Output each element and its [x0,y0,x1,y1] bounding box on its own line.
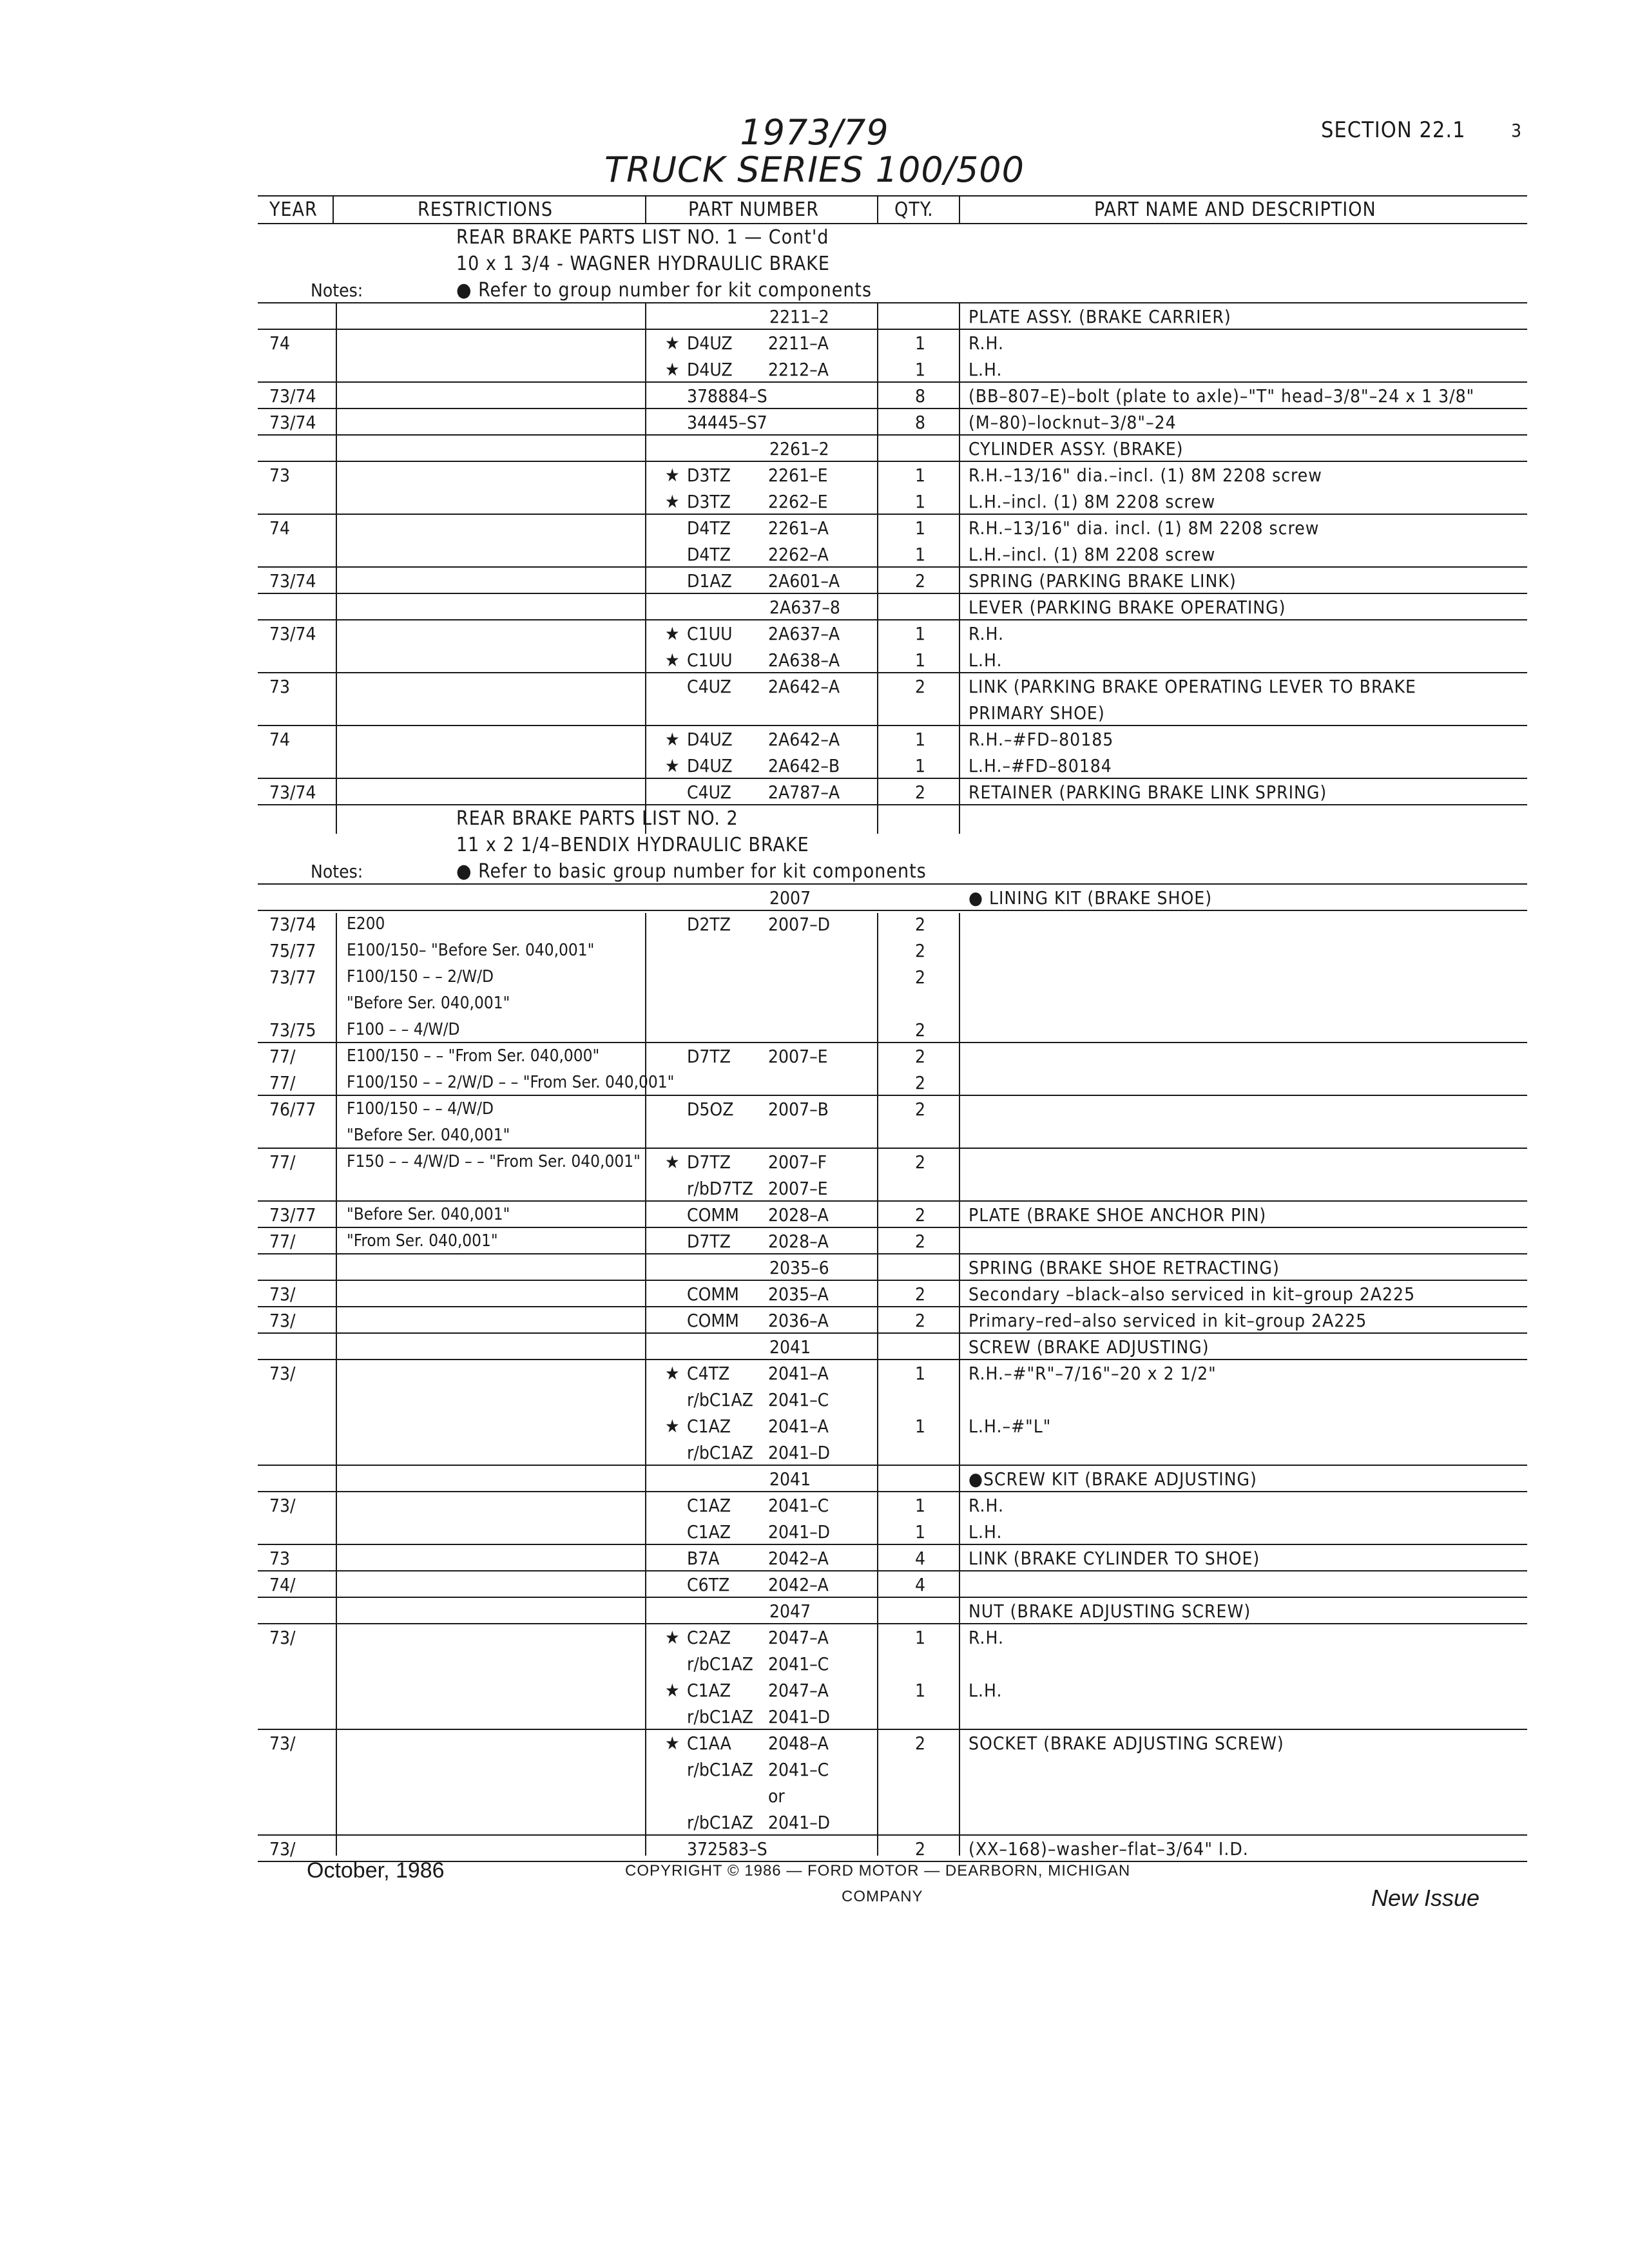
section-note: 11 x 2 1/4–BENDIX HYDRAULIC BRAKE [456,834,809,856]
cell-qty: 2 [915,1204,926,1225]
cell-part-number: 2028–A [768,1204,829,1225]
cell-part-number: 2A638–A [768,649,840,671]
cell-qty: 2 [915,1019,926,1041]
cell-part-number: 2036–A [768,1310,829,1331]
cell-restrictions: F100/150 – – 4/W/D [347,1099,494,1119]
cell-part-number: 2047–A [768,1680,829,1701]
cell-part-number: 2041–A [768,1363,829,1384]
cell-part-prefix: B7A [687,1548,720,1569]
cell-year: 74 [269,517,291,539]
cell-description: PLATE (BRAKE SHOE ANCHOR PIN) [969,1204,1267,1225]
cell-year: 73/ [269,1733,296,1754]
table-row [0,620,1629,647]
cell-year: 73/74 [269,623,316,644]
cell-part-prefix: C2AZ [687,1627,731,1648]
cell-part-prefix: r/bC1AZ [687,1389,753,1410]
cell-description: ● LINING KIT (BRAKE SHOE) [969,887,1213,908]
cell-restrictions: F100 – – 4/W/D [347,1020,460,1039]
cell-part-prefix: C1AA [687,1733,731,1754]
cell-year: 74 [269,332,291,354]
cell-qty: 2 [915,940,926,961]
cell-part-number: 2048–A [768,1733,829,1754]
cell-part-number: 2042–A [768,1548,829,1569]
cell-part-prefix: C1AZ [687,1495,731,1516]
notes-label: Notes: [311,861,363,882]
cell-qty: 2 [915,782,926,803]
cell-part-number: 2041–D [768,1706,831,1727]
cell-restrictions: F150 – – 4/W/D – – "From Ser. 040,001" [347,1152,641,1171]
cell-description: L.H. [969,1680,1003,1701]
cell-description: Secondary –black–also serviced in kit–group 2A225 [969,1283,1416,1305]
table-row [0,594,1629,620]
cell-year: 73/ [269,1495,296,1516]
table-row [0,1017,1629,1043]
cell-part-prefix: D4UZ [687,729,733,750]
cell-part-prefix: r/bD7TZ [687,1178,753,1199]
cell-description: PLATE ASSY. (BRAKE CARRIER) [969,306,1231,327]
table-row [0,1677,1629,1704]
cell-description: SPRING (PARKING BRAKE LINK) [969,570,1237,591]
cell-basic-part: 2041 [769,1336,811,1358]
table-row [0,726,1629,753]
cell-description: CYLINDER ASSY. (BRAKE) [969,438,1184,459]
cell-qty: 1 [915,729,926,750]
table-row [0,937,1629,964]
table-row [0,700,1629,726]
cell-description: LEVER (PARKING BRAKE OPERATING) [969,597,1286,618]
star-icon: ★ [665,755,680,776]
cell-part-number: 2041–A [768,1416,829,1437]
star-icon: ★ [665,1680,680,1701]
cell-year: 73/ [269,1363,296,1384]
cell-description: R.H.–13/16" dia.–incl. (1) 8M 2208 screw [969,465,1322,486]
cell-part-number: 2A637–A [768,623,840,644]
cell-restrictions: F100/150 – – 2/W/D [347,967,494,986]
cell-part-prefix: COMM [687,1310,739,1331]
cell-description: L.H. [969,359,1003,380]
cell-part-prefix: D2TZ [687,914,731,935]
cell-part-prefix: D4UZ [687,332,733,354]
cell-part-prefix: D4TZ [687,517,731,539]
table-row [0,462,1629,488]
cell-qty: 1 [915,1416,926,1437]
table-row [0,1334,1629,1360]
cell-part-prefix: D7TZ [687,1151,731,1173]
cell-qty: 1 [915,755,926,776]
table-row [0,1651,1629,1677]
cell-description: R.H. [969,1495,1004,1516]
cell-part-number: 2041–C [768,1495,829,1516]
table-row [0,277,1629,303]
cell-restrictions: F100/150 – – 2/W/D – – "From Ser. 040,001" [347,1073,675,1092]
star-icon: ★ [665,465,680,486]
cell-part-number: 2041–C [768,1759,829,1780]
table-row [0,1783,1629,1809]
table-row [0,1836,1629,1862]
table-row [0,753,1629,779]
cell-part-prefix: C4UZ [687,782,731,803]
cell-year: 77/ [269,1046,296,1067]
table-row [0,436,1629,462]
table-row [0,1704,1629,1730]
table-row [0,647,1629,673]
cell-part-number: 2262–A [768,544,829,565]
table-row [0,568,1629,594]
cell-qty: 1 [915,359,926,380]
cell-year: 75/77 [269,940,316,961]
cell-part-number: 2041–C [768,1653,829,1675]
cell-part-number: 2041–D [768,1442,831,1463]
cell-qty: 1 [915,1495,926,1516]
cell-description: R.H. [969,1627,1004,1648]
cell-description: SCREW (BRAKE ADJUSTING) [969,1336,1210,1358]
cell-basic-part: 2211–2 [769,306,829,327]
cell-part-prefix: D3TZ [687,491,731,512]
table-row [0,1070,1629,1096]
cell-basic-part: 2007 [769,887,811,908]
cell-part-number: 2007–E [768,1046,828,1067]
cell-part-number: 2261–A [768,517,829,539]
cell-part-prefix: C1AZ [687,1416,731,1437]
table-row [0,1254,1629,1281]
cell-part-number: 2A601–A [768,570,840,591]
cell-part-number: 2007–B [768,1099,829,1120]
table-row [0,885,1629,911]
cell-year: 73 [269,465,291,486]
cell-restrictions: E100/150 – – "From Ser. 040,000" [347,1046,600,1066]
cell-year: 73/74 [269,412,316,433]
cell-year: 73/ [269,1838,296,1860]
cell-part-number: 2211–A [768,332,829,354]
cell-part-number: 2028–A [768,1231,829,1252]
cell-part-prefix: D7TZ [687,1231,731,1252]
table-row [0,1492,1629,1519]
star-icon: ★ [665,359,680,380]
cell-year: 77/ [269,1151,296,1173]
cell-year: 73/74 [269,914,316,935]
cell-description: PRIMARY SHOE) [969,702,1105,724]
table-row [0,1413,1629,1439]
table-row [0,1571,1629,1598]
cell-part-prefix: COMM [687,1204,739,1225]
column-qty: QTY. [894,198,934,221]
cell-year: 73/74 [269,385,316,407]
cell-qty: 1 [915,491,926,512]
notes-label: Notes: [311,280,363,301]
star-icon: ★ [665,1416,680,1437]
cell-description: L.H.–#"L" [969,1416,1052,1437]
cell-year: 77/ [269,1231,296,1252]
cell-qty: 1 [915,1627,926,1648]
cell-qty: 2 [915,1099,926,1120]
cell-qty: 2 [915,1283,926,1305]
cell-year: 76/77 [269,1099,316,1120]
star-icon: ★ [665,729,680,750]
table-row [0,673,1629,700]
cell-part-number: 2A787–A [768,782,840,803]
cell-part-prefix: C1UU [687,623,733,644]
cell-qty: 8 [915,412,926,433]
table-row [0,1545,1629,1571]
cell-description: Primary–red–also serviced in kit–group 2A225 [969,1310,1367,1331]
table-row [0,990,1629,1017]
cell-basic-part: 2047 [769,1600,811,1622]
table-row [0,1122,1629,1149]
cell-description: SPRING (BRAKE SHOE RETRACTING) [969,1257,1280,1278]
cell-description: LINK (BRAKE CYLINDER TO SHOE) [969,1548,1260,1569]
cell-part-prefix: r/bC1AZ [687,1653,753,1675]
cell-year: 73/74 [269,570,316,591]
cell-description: (BB–807–E)–bolt (plate to axle)–"T" head–3/8"–24 x 1 3/8" [969,385,1475,407]
cell-part-prefix: 378884–S [687,385,767,407]
table-row [0,964,1629,990]
cell-qty: 2 [915,1072,926,1093]
cell-qty: 2 [915,570,926,591]
star-icon: ★ [665,1627,680,1648]
cell-basic-part: 2261–2 [769,438,829,459]
cell-year: 73/77 [269,966,316,988]
section-number: SECTION 22.1 [1321,117,1466,143]
cell-description: L.H.–incl. (1) 8M 2208 screw [969,544,1216,565]
cell-part-prefix: D4UZ [687,359,733,380]
cell-qty: 1 [915,623,926,644]
cell-qty: 4 [915,1574,926,1595]
column-year: YEAR [269,198,318,221]
cell-restrictions: E200 [347,914,385,934]
table-row [0,1043,1629,1070]
cell-qty: 1 [915,465,926,486]
cell-qty: 8 [915,385,926,407]
cell-description: ●SCREW KIT (BRAKE ADJUSTING) [969,1468,1257,1490]
cell-part-prefix: COMM [687,1283,739,1305]
cell-restrictions: "Before Ser. 040,001" [347,1126,510,1145]
cell-restrictions: "Before Ser. 040,001" [347,1205,510,1224]
cell-part-prefix: r/bC1AZ [687,1442,753,1463]
cell-part-number: 2262–E [768,491,828,512]
cell-part-number: 2007–F [768,1151,827,1173]
cell-qty: 2 [915,966,926,988]
star-icon: ★ [665,332,680,354]
table-row [0,488,1629,515]
table-row [0,1096,1629,1122]
footer-copyright: COPYRIGHT © 1986 — FORD MOTOR — DEARBORN, MICHIGAN [625,1862,1131,1879]
cell-description: R.H. [969,623,1004,644]
table-row [0,1598,1629,1624]
cell-part-number: 2035–A [768,1283,829,1305]
cell-basic-part: 2035–6 [769,1257,829,1278]
cell-part-number: 2007–E [768,1178,828,1199]
cell-qty: 2 [915,1151,926,1173]
cell-part-number: 2041–D [768,1521,831,1542]
cell-description: RETAINER (PARKING BRAKE LINK SPRING) [969,782,1327,803]
star-icon: ★ [665,623,680,644]
cell-part-prefix: 372583–S [687,1838,767,1860]
cell-qty: 2 [915,1838,926,1860]
table-row [0,779,1629,805]
table-row [0,1624,1629,1651]
cell-part-prefix: r/bC1AZ [687,1812,753,1833]
header-years: 1973/79 [740,112,889,153]
cell-part-number: 2041–C [768,1389,829,1410]
cell-year: 74 [269,729,291,750]
cell-qty: 1 [915,332,926,354]
cell-description: R.H.–13/16" dia. incl. (1) 8M 2208 screw [969,517,1320,539]
section-note: 10 x 1 3/4 - WAGNER HYDRAULIC BRAKE [456,253,830,275]
section-note: REAR BRAKE PARTS LIST NO. 1 — Cont'd [456,226,829,249]
section-note: REAR BRAKE PARTS LIST NO. 2 [456,807,738,830]
cell-description: (XX–168)–washer–flat–3/64" I.D. [969,1838,1249,1860]
cell-part-number: 2047–A [768,1627,829,1648]
cell-part-prefix: D7TZ [687,1046,731,1067]
page-number: 3 [1511,120,1522,141]
table-row [0,832,1629,858]
cell-basic-part: 2A637–8 [769,597,840,618]
column-restrictions: RESTRICTIONS [418,198,553,221]
cell-part-number: 2A642–A [768,676,840,697]
cell-description: L.H.–incl. (1) 8M 2208 screw [969,491,1216,512]
cell-description: L.H.–#FD–80184 [969,755,1112,776]
cell-qty: 2 [915,1733,926,1754]
cell-description: SOCKET (BRAKE ADJUSTING SCREW) [969,1733,1284,1754]
cell-part-prefix: C1AZ [687,1680,731,1701]
cell-qty: 2 [915,1046,926,1067]
cell-qty: 2 [915,914,926,935]
cell-description: R.H.–#FD–80185 [969,729,1114,750]
star-icon: ★ [665,1733,680,1754]
cell-restrictions: "Before Ser. 040,001" [347,994,510,1013]
cell-part-number: 2261–E [768,465,828,486]
table-row [0,911,1629,937]
cell-qty: 4 [915,1548,926,1569]
table-row [0,858,1629,885]
table-row [0,251,1629,277]
table-row [0,1307,1629,1334]
table-row [0,1360,1629,1387]
table-row [0,1387,1629,1413]
table-row [0,330,1629,356]
cell-part-prefix: D3TZ [687,465,731,486]
table-row [0,1466,1629,1492]
cell-part-number: 2A642–A [768,729,840,750]
table-row [0,1730,1629,1756]
star-icon: ★ [665,1151,680,1173]
footer-issue: New Issue [1371,1885,1480,1911]
cell-qty: 1 [915,1363,926,1384]
cell-part-prefix: r/bC1AZ [687,1706,753,1727]
table-row [0,409,1629,436]
table-row [0,515,1629,541]
cell-qty: 2 [915,676,926,697]
table-row [0,1228,1629,1254]
cell-part-prefix: C4TZ [687,1363,730,1384]
star-icon: ★ [665,491,680,512]
table-row [0,1149,1629,1175]
cell-part-prefix: D4TZ [687,544,731,565]
table-row [0,356,1629,383]
cell-year: 73 [269,676,291,697]
table-row [0,224,1629,251]
footer-date: October, 1986 [307,1858,445,1883]
cell-qty: 2 [915,1231,926,1252]
cell-qty: 1 [915,517,926,539]
cell-part-number: 2041–D [768,1812,831,1833]
cell-part-number: 2212–A [768,359,829,380]
cell-description: R.H.–#"R"–7/16"–20 x 2 1/2" [969,1363,1217,1384]
cell-part-number: or [768,1785,785,1807]
cell-part-prefix: C4UZ [687,676,731,697]
table-row [0,541,1629,568]
column-part-number: PART NUMBER [688,198,819,221]
cell-year: 74/ [269,1574,296,1595]
cell-part-number: 2A642–B [768,755,840,776]
table-row [0,1281,1629,1307]
table-row [0,1175,1629,1202]
footer-company: COMPANY [842,1888,923,1905]
table-row [0,805,1629,832]
section-note: ● Refer to basic group number for kit components [456,860,927,883]
cell-year: 73/ [269,1283,296,1305]
header-series: TRUCK SERIES 100/500 [604,149,1025,190]
cell-description: (M–80)–locknut–3/8"–24 [969,412,1177,433]
cell-qty: 1 [915,1680,926,1701]
cell-year: 77/ [269,1072,296,1093]
cell-part-prefix: C1AZ [687,1521,731,1542]
star-icon: ★ [665,649,680,671]
cell-year: 73/77 [269,1204,316,1225]
cell-description: L.H. [969,649,1003,671]
cell-description: L.H. [969,1521,1003,1542]
cell-part-prefix: 34445–S7 [687,412,767,433]
star-icon: ★ [665,1363,680,1384]
cell-year: 73/ [269,1627,296,1648]
cell-year: 73/75 [269,1019,316,1041]
cell-part-prefix: C1UU [687,649,733,671]
cell-part-number: 2007–D [768,914,831,935]
cell-qty: 2 [915,1310,926,1331]
table-row [0,1756,1629,1783]
cell-part-prefix: D1AZ [687,570,732,591]
table-row [0,1439,1629,1466]
table-row [0,1809,1629,1836]
cell-year: 73/74 [269,782,316,803]
section-note: ● Refer to group number for kit components [456,279,872,302]
cell-year: 73/ [269,1310,296,1331]
table-row [0,1519,1629,1545]
cell-restrictions: "From Ser. 040,001" [347,1231,498,1251]
table-row [0,303,1629,330]
cell-year: 73 [269,1548,291,1569]
column-description: PART NAME AND DESCRIPTION [1094,198,1376,221]
cell-description: NUT (BRAKE ADJUSTING SCREW) [969,1600,1251,1622]
cell-part-number: 2042–A [768,1574,829,1595]
cell-restrictions: E100/150– "Before Ser. 040,001" [347,941,595,960]
cell-qty: 1 [915,1521,926,1542]
cell-qty: 1 [915,544,926,565]
cell-part-prefix: D5OZ [687,1099,734,1120]
cell-qty: 1 [915,649,926,671]
table-row [0,1202,1629,1228]
cell-part-prefix: C6TZ [687,1574,730,1595]
cell-part-prefix: D4UZ [687,755,733,776]
table-row [0,383,1629,409]
cell-description: R.H. [969,332,1004,354]
cell-basic-part: 2041 [769,1468,811,1490]
cell-description: LINK (PARKING BRAKE OPERATING LEVER TO BRAKE [969,676,1416,697]
cell-part-prefix: r/bC1AZ [687,1759,753,1780]
